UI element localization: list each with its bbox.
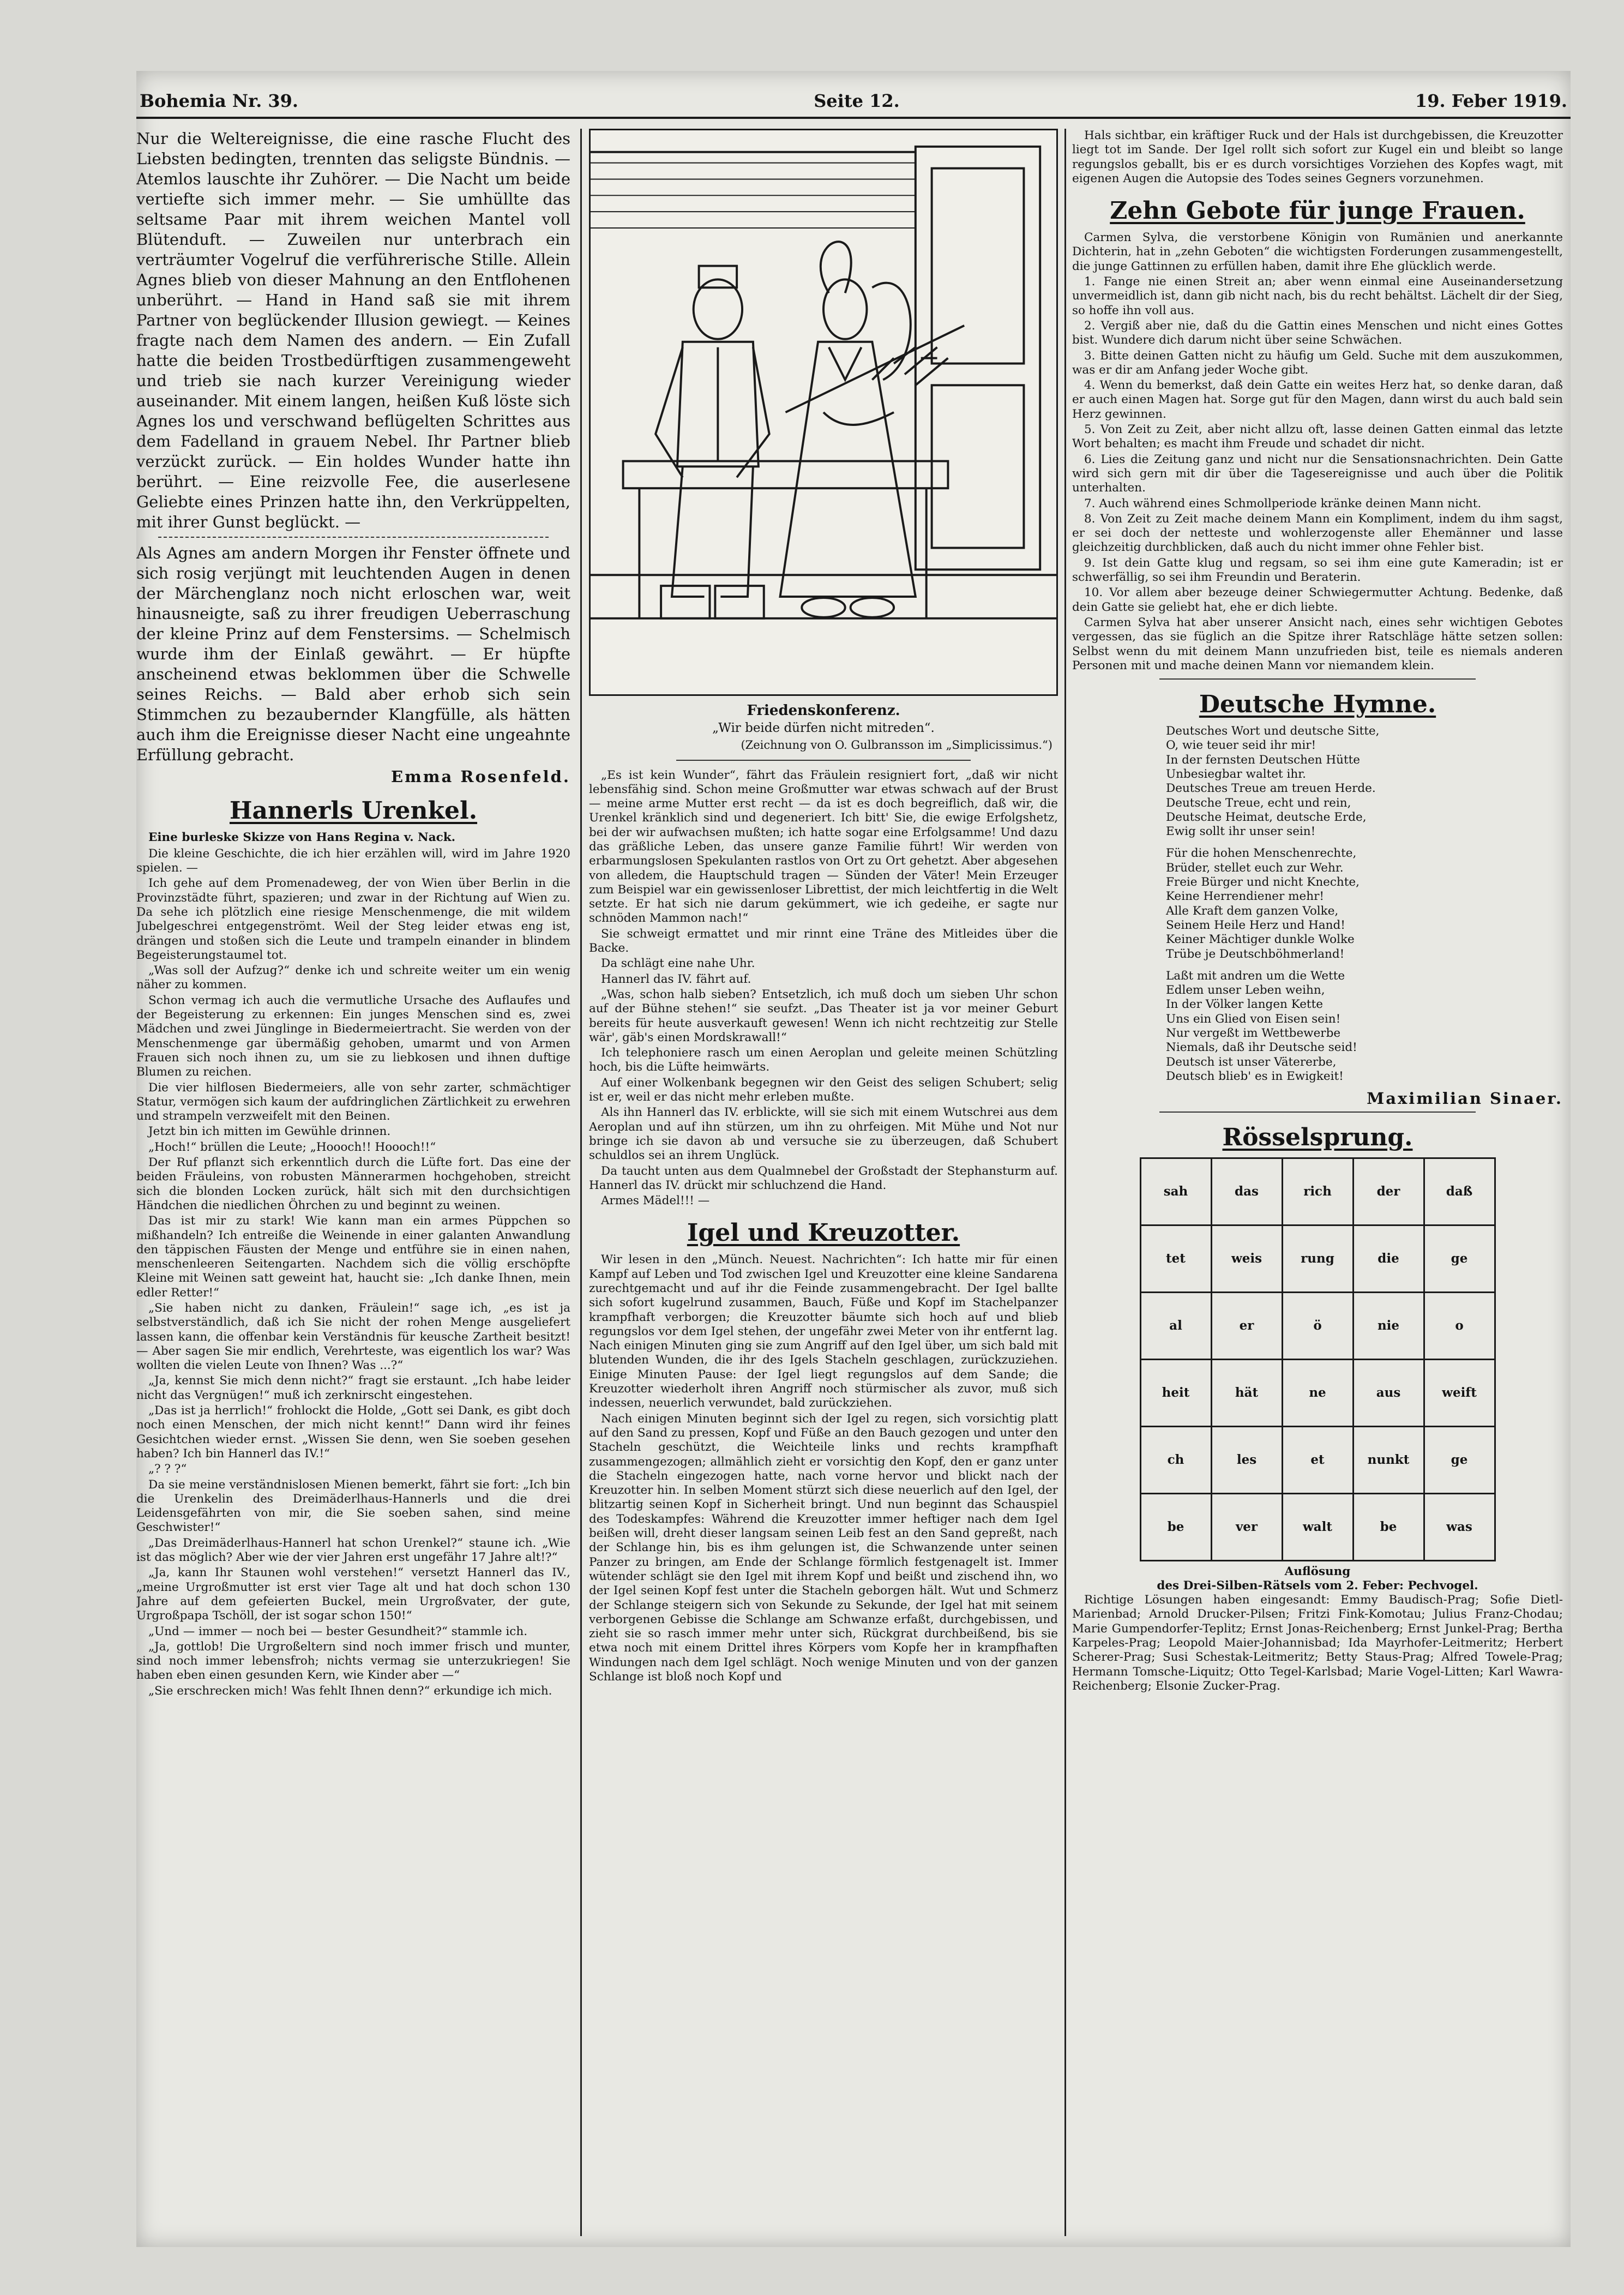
poem-line: Niemals, daß ihr Deutsche seid! — [1166, 1041, 1357, 1055]
article-title: Igel und Kreuzotter. — [687, 1219, 960, 1247]
story-paragraph: Nur die Weltereignisse, die eine rasche Flucht des Liebsten bedingten, trennten das seligste Bündnis. — Atemlos lauschte ihr Zuhörer. — Die Nacht um beide vertiefte sich immer mehr. — Sie umhüllte das seltsame Paar mit ihrem weichen Mantel voll Blütenduft. — Zuweilen nur unterbrach ein verträumter Vogelruf die verführerische Stille. Allein Agnes blieb von dieser Mahnung an den Entflohenen unberührt. — Hand in Hand saß sie mit ihrem Partner von beglückender Illusion gewiegt. — Keines fragte nach dem Namen des andern. — Ein Zufall hatte die beiden Trostbedürftigen zusammengeweht und trieb sie nach kurzer Vereinigung wieder auseinander. Mit einem langen, heißen Kuß löste sich Agnes los und verschwand beflügelten Schrittes aus dem Fadelland in grauem Nebel. Ihr Partner blieb verzückt zurück. — Ein holdes Wunder hatte ihn berührt. — Eine reizvolle Fee, die auserlesene Geliebte eines Prinzen hatte ihn, den Verkrüppelten, mit ihrer Gunst beglückt. — — [136, 129, 570, 531]
rules-paragraph: 2. Vergiß aber nie, daß du die Gattin eines Menschen und nicht eines Gottes bist. Wundere dich darum nicht über seine Schwächen. — [1072, 319, 1563, 347]
puzzle-row — [1140, 1225, 1495, 1292]
puzzle-cell: sah — [1140, 1158, 1211, 1225]
poem-line: Für die hohen Menschenrechte, — [1166, 846, 1357, 861]
story-paragraph: Hannerl das IV. fährt auf. — [601, 972, 751, 986]
poem-line: Deutsche Treue, echt und rein, — [1166, 796, 1351, 810]
article-paragraph: „Ja, gottlob! Die Urgroßeltern sind noch immer frisch und munter, sind noch immer lebensfroh; nichts vermag sie unterzukriegen! Sie haben eben einen gesunden Kern, wie Kinder aber —“ — [136, 1639, 570, 1683]
puzzle-cell: be — [1353, 1493, 1424, 1560]
story-paragraph: Als Agnes am andern Morgen ihr Fenster öffnete und sich rosig verjüngt mit leuchtenden Augen in denen der Märchenglanz noch nicht erloschen war, weit hinausneigte, saß zu ihrer freudigen Ueberraschung der kleine Prinz auf dem Fenstersims. — Schelmisch wurde ihm der Einlaß gewährt. — Er hüpfte anscheinend etwas beklommen über die Schwelle seines Reichs. — Bald aber erhob sich sein Stimmchen zu bezaubernder Klangfülle, als hätten auch ihm die Ereignisse dieser Nacht eine ungeahnte Erfüllung gebracht. — [136, 544, 570, 764]
puzzle-row — [1140, 1359, 1495, 1426]
separator — [158, 537, 549, 538]
article-subtitle: Eine burleske Skizze von Hans Regina v. Nack. — [148, 830, 456, 844]
puzzle-cell: ver — [1211, 1493, 1282, 1560]
article-paragraph: Hals sichtbar, ein kräftiger Ruck und der Hals ist durchgebissen, die Kreuzotter liegt tot im Sande. Der Igel rollt sich sofort zur Kugel ein und bleibt so lange regungslos geballt, bis er es durch vorsichtiges Vorziehen des Kopfes wagt, mit eigenen Augen die Autopsie des Todes seines Gegners vorzunehmen. — [1072, 129, 1563, 185]
puzzle-title: Rösselsprung. — [1222, 1123, 1413, 1151]
article-paragraph: „Ja, kann Ihr Staunen wohl verstehen!“ versetzt Hannerl das IV., „meine Urgroßmutter ist erst vier Tage alt und hat doch schon 130 Jahre auf dem gefeierten Buckel, mein Urgroßvater, der gute, Urgroßpapa Tschöll, der ist sogar schon 150!“ — [136, 1566, 570, 1623]
masthead-left: Bohemia Nr. 39. — [140, 91, 299, 111]
poem-line: Deutsches Wort und deutsche Sitte, — [1166, 724, 1380, 738]
poem-line: Alle Kraft dem ganzen Volke, — [1166, 904, 1339, 918]
poem-line: O, wie teuer seid ihr mir! — [1166, 738, 1316, 753]
rules-paragraph: Carmen Sylva hat aber unserer Ansicht nach, eines sehr wichtigen Gebotes vergessen, das sie füglich an die Spitze ihrer Ratschläge hätte setzen sollen: Selbst wenn du mit deinem Mann unzufrieden bist, teile es niemals anderen Personen mit und mache deinen Mann vor niemandem klein. — [1072, 615, 1563, 672]
article-paragraph: „Das ist ja herrlich!“ frohlockt die Holde, „Gott sei Dank, es gibt doch noch einen Menschen, der mich nicht kennt!“ Dann wird ihr feines Gesichtchen wieder ernst. „Wissen Sie denn, wen Sie soeben gesehen haben? Ich bin Hannerl das IV.!“ — [136, 1404, 570, 1461]
poem-stanza — [1154, 969, 1563, 1084]
article-body — [589, 1253, 1058, 1684]
column-3 — [1072, 129, 1563, 2236]
rules-paragraph: 10. Vor allem aber bezeuge deiner Schwiegermutter Achtung. Bedenke, daß dein Gatte sie geliebt hat, ehe er dich liebte. — [1072, 586, 1563, 614]
puzzle-cell: walt — [1282, 1493, 1353, 1560]
poem-line: Deutsch blieb' es in Ewigkeit! — [1166, 1069, 1344, 1083]
puzzle-cell: ge — [1424, 1225, 1495, 1292]
puzzle-cell: weis — [1211, 1225, 1282, 1292]
rules-title: Zehn Gebote für junge Frauen. — [1110, 197, 1525, 225]
poem-stanza — [1154, 724, 1563, 839]
story-continued — [589, 768, 1058, 1209]
poem-author: Maximilian Sinaer. — [1367, 1089, 1563, 1108]
column-divider-2 — [1064, 129, 1066, 2236]
article-paragraph: „Was soll der Aufzug?“ denke ich und schreite weiter um ein wenig näher zu kommen. — [136, 964, 570, 992]
story-paragraph: Sie schweigt ermattet und mir rinnt eine Träne des Mitleides über die Backe. — [589, 927, 1058, 956]
story-paragraph: Als ihn Hannerl das IV. erblickte, will sie sich mit einem Wutschrei aus dem Aeroplan und auf ihn stürzen, um ihn zu ohrfeigen. Mit Mühe und Not nur bringe ich sie davon ab und versuche sie zu überzeugen, daß Schubert schuldlos sei an ihrem Unglück. — [589, 1106, 1058, 1163]
poem-line: Deutsch ist unser Vätererbe, — [1166, 1055, 1337, 1069]
puzzle-cell: nunkt — [1353, 1426, 1424, 1493]
puzzle-cell: aus — [1353, 1359, 1424, 1426]
puzzle-cell: weift — [1424, 1359, 1495, 1426]
puzzle-row — [1140, 1426, 1495, 1493]
puzzle-cell: be — [1140, 1493, 1211, 1560]
illustration-quote: „Wir beide dürfen nicht mitreden“. — [712, 720, 935, 735]
puzzle-cell: tet — [1140, 1225, 1211, 1292]
story-paragraph: Da taucht unten aus dem Qualmnebel der Großstadt der Stephansturm auf. Hannerl das IV. drückt mir schluchzend die Hand. — [589, 1164, 1058, 1192]
article-paragraph: „Hoch!“ brüllen die Leute; „Hoooch!! Hoooch!!“ — [148, 1140, 436, 1154]
poem-line: Brüder, stellet euch zur Wehr. — [1166, 861, 1344, 875]
puzzle-cell: et — [1282, 1426, 1353, 1493]
rules-paragraph: 1. Fange nie einen Streit an; aber wenn einmal eine Auseinandersetzung unvermeidlich ist, dann gib nicht nach, bis du recht behältst. Lächelt dir der Sieg, so hoffe ihn voll aus. — [1072, 275, 1563, 317]
article-paragraph: „Sie haben nicht zu danken, Fräulein!“ sage ich, „es ist ja selbstverständlich, daß ich Sie nicht der rohen Menge ausgeliefert lassen kann, die offenbar kein Verständnis für keusche Zartheit besitzt! — Aber sagen Sie mir endlich, Verehrteste, was eigentlich los war? Was wollten die vielen Leute von Ihnen? Was ...?“ — [136, 1301, 570, 1373]
solvers-list — [1072, 1593, 1563, 1693]
article-paragraph: „? ? ?“ — [148, 1462, 187, 1476]
puzzle-cell: rung — [1282, 1225, 1353, 1292]
puzzle-cell: nie — [1353, 1292, 1424, 1359]
puzzle-cell: das — [1211, 1158, 1282, 1225]
poem-line: Keine Herrendiener mehr! — [1166, 890, 1325, 904]
article-paragraph: Wir lesen in den „Münch. Neuest. Nachrichten“: Ich hatte mir für einen Kampf auf Leben und Tod zwischen Igel und Kreuzotter eine kleine Sandarena zurechtgemacht und auf ihr die Feinde zusammengebracht. Der Igel ballte sich sofort kugelrund zusammen, Bauch, Füße und Kopf im Stachelpanzer krampfhaft verborgen; die Kreuzotter bäumte sich hoch auf und blieb regungslos vor dem Igel stehen, der ungefähr zwei Meter von ihr entfernt lag. Nach einigen Minuten ging sie zum Angriff auf den Igel über, um sich bald mit blutenden Wunden, die ihr des Igels Stacheln geschlagen, zurückzuziehen. Einige Minuten Pause: der Igel liegt regungslos auf dem Sande; die Kreuzotter wiederholt ihren Angriff noch stürmischer als zuvor, muß sich indessen, neuerlich verwundet, bald zurückziehen. — [589, 1253, 1058, 1410]
puzzle-cell: les — [1211, 1426, 1282, 1493]
poem-line: Deutsches Treue am treuen Herde. — [1166, 782, 1376, 796]
rules-body — [1072, 231, 1563, 673]
cartoon-drawing — [591, 130, 1056, 694]
article-paragraph: „Sie erschrecken mich! Was fehlt Ihnen denn?“ erkundige ich mich. — [148, 1684, 552, 1698]
story-paragraph: Ich telephoniere rasch um einen Aeroplan und geleite meinen Schützling hoch, bis die Lüfte heimwärts. — [589, 1046, 1058, 1074]
separator — [1159, 678, 1476, 680]
article-paragraph: Ich gehe auf dem Promenadeweg, der von Wien über Berlin in die Provinzstädte führt, spazieren; und zwar in der Richtung auf Wien zu. Da sehe ich plötzlich eine riesige Menschenmenge, die mit wildem Jubelgeschrei entgegenströmt. Weil der Steg leider etwas eng ist, drängen und stoßen sich die Leute und trampeln einander in blindem Begeisterungstaumel tot. — [136, 876, 570, 962]
rules-paragraph: Carmen Sylva, die verstorbene Königin von Rumänien und anerkannte Dichterin, hat in „zehn Geboten“ die wichtigsten Forderungen zusammengestellt, die junge Gattinnen zu erfüllen haben, damit ihre Ehe glücklich werde. — [1072, 231, 1563, 273]
solution-title: Auflösung — [1284, 1564, 1351, 1578]
poem-line: In der fernsten Deutschen Hütte — [1166, 753, 1361, 767]
puzzle-grid — [1140, 1157, 1496, 1561]
puzzle-cell: die — [1353, 1225, 1424, 1292]
masthead-center: Seite 12. — [814, 91, 900, 111]
poem-line: Unbesiegbar waltet ihr. — [1166, 767, 1306, 781]
rules-paragraph: 9. Ist dein Gatte klug und regsam, so sei ihm eine gute Kameradin; ist er schwerfällig, so sei ihm Freundin und Beraterin. — [1072, 556, 1563, 585]
newspaper-page — [136, 71, 1571, 2247]
poem-line: Trübe je Deutschböhmerland! — [1166, 947, 1345, 961]
poem-line: Ewig sollt ihr unser sein! — [1166, 825, 1316, 839]
poem-line: Keiner Mächtiger dunkle Wolke — [1166, 933, 1355, 947]
poem-title: Deutsche Hymne. — [1199, 690, 1436, 719]
article-paragraph: Die vier hilflosen Biedermeiers, alle von sehr zarter, schmächtiger Statur, vermögen sich kaum der aufdringlichen Zärtlichkeit zu erwehren und strampeln verzweifelt mit den Beinen. — [136, 1080, 570, 1124]
column-2 — [589, 129, 1058, 2236]
masthead-right: 19. Feber 1919. — [1415, 91, 1567, 111]
solution-line: des Drei-Silben-Rätsels vom 2. Feber: Pechvogel. — [1157, 1578, 1478, 1593]
illustration-credit: (Zeichnung von O. Gulbransson im „Simplicissimus.“) — [741, 738, 1052, 752]
puzzle-cell: der — [1353, 1158, 1424, 1225]
article-paragraph: „Und — immer — noch bei — bester Gesundheit?“ stammle ich. — [148, 1624, 528, 1638]
puzzle-cell: al — [1140, 1292, 1211, 1359]
poem-line: Freie Bürger und nicht Knechte, — [1166, 875, 1360, 890]
puzzle-cell: heit — [1140, 1359, 1211, 1426]
article-paragraph: Das ist mir zu stark! Wie kann man ein armes Püppchen so mißhandeln? Ich entreiße die Weinende in einer galanten Anwandlung den täppischen Fäusten der Menge und entführe sie in einen nahen, menschenleeren Seitengarten. Nachdem sich die völlig erschöpfte Kleine mit Weinen satt geweint hat, haucht sie: „Ich danke Ihnen, mein edler Retter!“ — [136, 1214, 570, 1300]
story-author: Emma Rosenfeld. — [391, 767, 570, 786]
poem-body — [1072, 724, 1563, 1084]
rules-paragraph: 4. Wenn du bemerkst, daß dein Gatte ein weites Herz hat, so denke daran, daß er auch einen Magen hat. Sorge gut für den Magen, dann wirst du auch bald sein Herz gewinnen. — [1072, 379, 1563, 421]
puzzle-cell: daß — [1424, 1158, 1495, 1225]
masthead-rule — [136, 117, 1571, 119]
puzzle-cell: o — [1424, 1292, 1495, 1359]
masthead — [136, 71, 1571, 115]
separator — [676, 760, 971, 761]
article-paragraph: Die kleine Geschichte, die ich hier erzählen will, wird im Jahre 1920 spielen. — — [136, 846, 570, 875]
poem-line: Nur vergeßt im Wettbewerbe — [1166, 1026, 1341, 1041]
rules-paragraph: 8. Von Zeit zu Zeit mache deinem Mann ein Kompliment, indem du ihm sagst, er sei doch der netteste und wohlerzogenste aller Ehemänner und lasse gleichzeitig durchblicken, daß auch du nicht immer ohne Fehler bist. — [1072, 512, 1563, 555]
rules-paragraph: 5. Von Zeit zu Zeit, aber nicht allzu oft, lasse deinen Gatten einmal das letzte Wort behalten; es macht ihm Freude und schadet dir nicht. — [1072, 423, 1563, 451]
story-paragraph: „Was, schon halb sieben? Entsetzlich, ich muß doch um sieben Uhr schon auf der Bühne stehen!“ sie seufzt. „Das Theater ist ja vor meiner Geburt bereits für heute ausverkauft gewesen! Wenn ich nicht rechtzeitig zur Stelle wär', gäb's einen Mordskrawall!“ — [589, 987, 1058, 1044]
article-paragraph: Da sie meine verständnislosen Mienen bemerkt, fährt sie fort: „Ich bin die Urenkelin des Dreimäderlhaus-Hannerls und die drei Leidensgefährten von mir, die Sie soeben sahen, sind meine Geschwister!“ — [136, 1477, 570, 1535]
poem-line: Uns ein Glied von Eisen sein! — [1166, 1012, 1341, 1026]
puzzle-row — [1140, 1158, 1495, 1225]
rules-paragraph: 6. Lies die Zeitung ganz und nicht nur die Sensationsnachrichten. Dein Gatte wird sich gern mit dir über die Tagesereignisse und auch über die Politik unterhalten. — [1072, 452, 1563, 495]
article-body — [136, 831, 570, 1699]
solvers-paragraph: Richtige Lösungen haben eingesandt: Emmy Baudisch-Prag; Sofie Dietl-Marienbad; Arnold Drucker-Pilsen; Fritzi Fink-Komotau; Julius Franz-Chodau; Marie Gumpendorfer-Teplitz; Ernst Jonas-Reichenberg; Ernst Junkel-Prag; Bertha Karpeles-Prag; Leopold Maier-Johannisbad; Ida Mayrhofer-Leitmeritz; Herbert Scherer-Prag; Susi Schestak-Leitmeritz; Betty Staus-Prag; Alfred Towele-Prag; Hermann Tomsche-Liquitz; Otto Tegel-Karlsbad; Marie Vogel-Litten; Karl Wawra-Reichenberg; Elsonie Zucker-Prag. — [1072, 1593, 1563, 1693]
poem-line: Seinem Heile Herz und Hand! — [1166, 918, 1345, 932]
puzzle-row — [1140, 1292, 1495, 1359]
poem-line: Laßt mit andren um die Wette — [1166, 969, 1345, 983]
article-paragraph: „Das Dreimäderlhaus-Hannerl hat schon Urenkel?“ staune ich. „Wie ist das möglich? Aber wie der vier Jahren erst ungefähr 17 Jahre alt!?“ — [136, 1536, 570, 1565]
article-paragraph: Der Ruf pflanzt sich erkenntlich durch die Lüfte fort. Das eine der beiden Fräuleins, von robusten Männerarmen hochgehoben, streicht sich die blonden Locken zurück, hält sich mit den durchsichtigen Händchen die niedlichen Öhrchen zu und beginnt zu weinen. — [136, 1156, 570, 1212]
article-paragraph: Jetzt bin ich mitten im Gewühle drinnen. — [148, 1125, 391, 1139]
story-paragraph: Auf einer Wolkenbank begegnen wir den Geist des seligen Schubert; selig ist er, weil er das nicht mehr erleben mußte. — [589, 1076, 1058, 1104]
poem-line: Edlem unser Leben weihn, — [1166, 983, 1325, 998]
poem-line: Deutsche Heimat, deutsche Erde, — [1166, 810, 1367, 824]
puzzle-cell: ge — [1424, 1426, 1495, 1493]
puzzle-cell: ch — [1140, 1426, 1211, 1493]
puzzle-cell: er — [1211, 1292, 1282, 1359]
cartoon-illustration — [589, 129, 1058, 696]
article-continued — [1072, 129, 1563, 186]
puzzle-cell: hät — [1211, 1359, 1282, 1426]
rules-paragraph: 7. Auch während eines Schmollperiode kränke deinen Mann nicht. — [1084, 496, 1482, 510]
puzzle-cell: ne — [1282, 1359, 1353, 1426]
illustration-title: Friedenskonferenz. — [747, 702, 900, 719]
article-title: Hannerls Urenkel. — [229, 796, 478, 825]
article-paragraph: Schon vermag ich auch die vermutliche Ursache des Auflaufes und der Begeisterung zu erkennen: Ein junges Menschen sind es, zwei Mädchen und zwei Jünglinge in Biedermeiertracht. Sie werden von der Menschenmenge gar übermäßig gehoben, umarmt und von Armen Frauen sich noch ihnen zu, um sie zu liebkosen und ihnen duftige Blumen zu reichen. — [136, 993, 570, 1079]
column-divider-1 — [580, 129, 582, 2236]
story-paragraph: „Es ist kein Wunder“, fährt das Fräulein resigniert fort, „daß wir nicht lebensfähig sind. Schon meine Großmutter war etwas schwach auf der Brust — meine arme Mutter erst recht — da ist es doch begreiflich, daß wir, die Urenkel kränklich sind und degeneriert. Ich bitt' Sie, die ewige Erfolgshetz, bei der wir aufwachsen mußten; ich hatte sogar eine Erfolgsamme! Und dazu das gräßliche Leben, das unsere ganze Familie führt! Wir werden von erbarmungslosen Spekulanten rastlos von Ort zu Ort gehetzt. Aber abgesehen von alledem, die Hauptschuld tragen — Sünden der Väter! Mein Erzeuger zum Beispiel war ein gewissenloser Librettist, der mich leichtfertig in die Welt setzte. Er hat sich nie darum gekümmert, wie ich gedeihe, er sagte nur schnöden Mammon nach!“ — [589, 768, 1058, 926]
puzzle-cell: ö — [1282, 1292, 1353, 1359]
column-1 — [136, 129, 570, 2236]
story-paragraph: Armes Mädel!!! — — [601, 1194, 710, 1208]
puzzle-cell: rich — [1282, 1158, 1353, 1225]
story-paragraph: Da schlägt eine nahe Uhr. — [601, 957, 755, 971]
puzzle-row — [1140, 1493, 1495, 1560]
puzzle-cell: was — [1424, 1493, 1495, 1560]
poem-stanza — [1154, 846, 1563, 961]
article-paragraph: „Ja, kennst Sie mich denn nicht?“ fragt sie erstaunt. „Ich habe leider nicht das Vergnügen!“ muß ich zerknirscht eingestehen. — [136, 1374, 570, 1402]
rules-paragraph: 3. Bitte deinen Gatten nicht zu häufig um Geld. Suche mit dem auszukommen, was er dir am Anfang jeder Woche gibt. — [1072, 349, 1563, 377]
poem-line: In der Völker langen Kette — [1166, 998, 1323, 1012]
article-paragraph: Nach einigen Minuten beginnt sich der Igel zu regen, sich vorsichtig platt auf den Sand zu pressen, Kopf und Füße an den Bauch gezogen und unter den Stacheln geschützt, die Weichteile links und rechts krampfhaft zusammengezogen; allmählich zieht er vorsichtig den Kopf, den er ganz unter die Stacheln eingezogen hatte, nach vorne hervor und blickt nach der Kreuzotter hin. In selben Moment stürzt sich diese neuerlich auf den Igel, der blitzartig seinen Kopf in Sicherheit bringt. Und nun beginnt das Schauspiel des Todeskampfes: Während die Kreuzotter immer heftiger nach dem Igel beißen will, dreht dieser langsam seinen Leib fest an den Sand gepreßt, nach der Schlange hin, bis es ihm gelungen ist, die Schwanzende unter seinen Panzer zu bringen, am Ende der Schlange förmlich festgenagelt ist. Immer wütender schlägt sie den Igel mit ihrem Kopf und beißt und zischend ihn, wo der Igel seinen Kopf fest unter die Stacheln geborgen hält. Wut und Schmerz der Schlange steigern sich von Sekunde zu Sekunde, der Igel hat mit seinem verborgenen Gebisse die Schlange am Schwanze erfaßt, durchgebissen, und zieht sie so rasch immer mehr unter sich, Rückgrat durchbeißend, bis sie etwa noch mit einem Drittel ihres Körpers vom Kopfe her in krampfhaften Windungen nach dem Igel schlägt. Noch wenige Minuten und von der ganzen Schlange ist bloß noch Kopf und — [589, 1411, 1058, 1684]
separator — [1159, 1112, 1476, 1113]
